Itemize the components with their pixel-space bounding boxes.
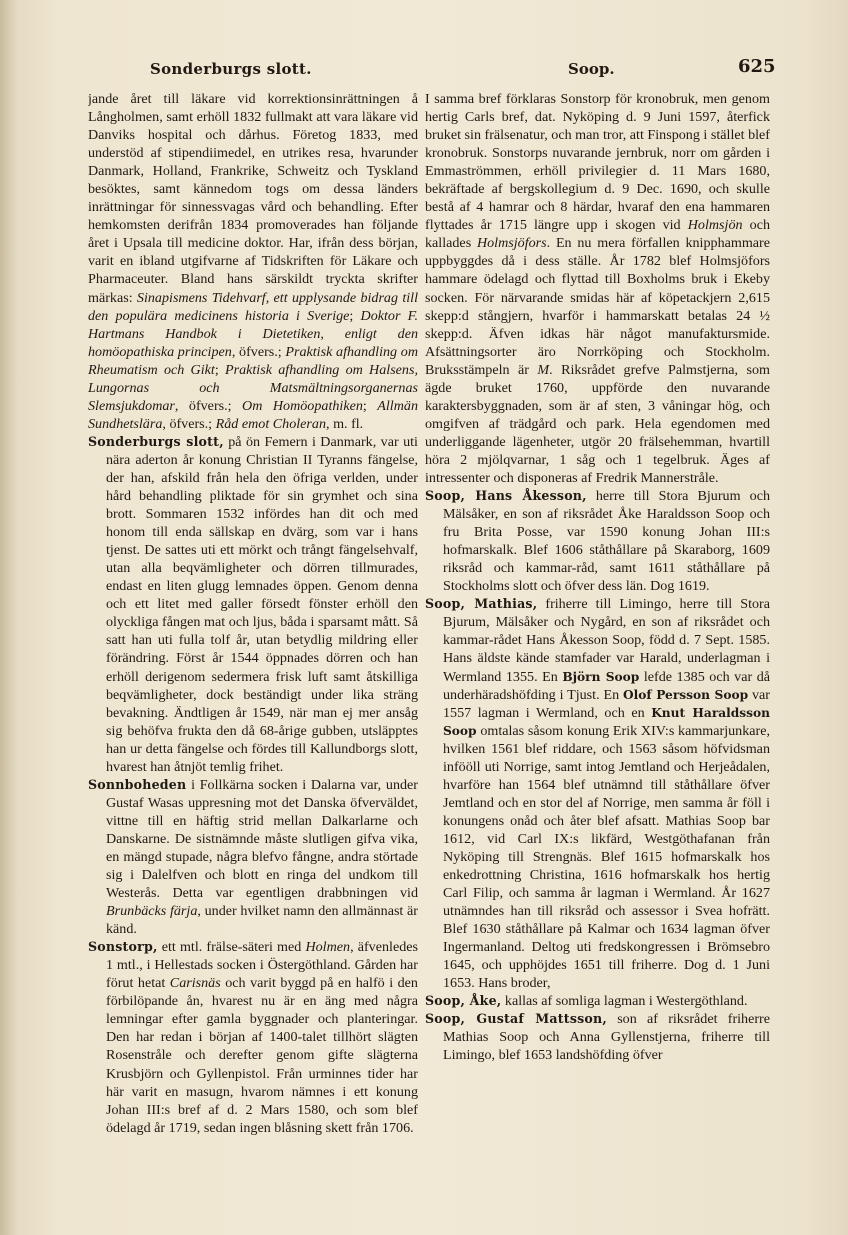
book-title: Råd emot Choleran (215, 415, 327, 432)
continued-entry (425, 90, 770, 487)
separator: ; (214, 361, 225, 378)
place-name: Holmsjön (687, 217, 743, 234)
person-name: Olof Persson Soop (623, 687, 749, 702)
entry-text: I samma bref förklaras Sonstorp för kronobruk, men genom hertig Carls bref, dat. Nyköping d. 9 Juni 1597, återfick bruket sin frälsenatur, och man tror, att Finspong i stället blef kronobruk. Sonstorps nuvarande jernbruk, norr om gården i Emmaströmmen, erhöll privilegier d. 11 Mars 1680, bekräftade af bergskollegium d. 9 Dec. 1690, och skulle bestå af 4 hamrar och 8 härdar, hvaraf den ena hammaren flyttades år 1715 längre upp i skogen vid (425, 91, 770, 234)
entry-headword: Sonderburgs slott, (88, 433, 224, 449)
entry-soop-mathias (425, 595, 770, 992)
person-name: Björn Soop (562, 669, 640, 684)
entry-text: herre till Stora Bjurum och Mälsåker, en son af riksrådet Åke Haraldsson Soop och fru Brita Posse, var 1590 konung Johan III:s hofmarskalk. Blef 1606 ståthållare på Skaraborg, 1609 riksråd och kammar-råd, samt 1611 ståthållare på Stockholms slott och öfver dess län. Dog 1619. (443, 488, 770, 595)
entry-text: . En nu mera förfallen knipphammare uppbyggdes då i dess ställe. År 1782 blef Holmsjöfors hammare ödelagd och flyttad till Boxholms bruk i Ekeby socken. För närvarande smidas här af köpetackjern 2,615 skepp:d stångjern, hvarför i hammarskatt betalas 24 ½ skepp:d. Äfven idkas här något manufaktursmide. Afsättningsorter äro Norrköping och Stockholm. Bruksstämpeln är (425, 235, 770, 378)
entry-text: , under hvilket namn den allmännast är känd. (106, 903, 418, 938)
entry-headword: Soop, Åke, (425, 993, 502, 1009)
entry-headword: Soop, Hans Åkesson, (425, 488, 587, 504)
header-right-title: Soop. (568, 60, 615, 78)
separator: ; (349, 307, 361, 324)
book-title: Doktor F. Hartmans Handbok i Dietetiken, enligt den homöopathiska principen (88, 307, 418, 360)
place-name: Holmsjöfors (476, 235, 547, 252)
entry-text: var 1557 lagman i Wermland, och en (443, 686, 770, 721)
entry-text: ett mtl. frälse-säteri med (157, 939, 306, 956)
entry-text: son af riksrådet friherre Mathias Soop och Anna Gyllenstjerna, friherre till Limingo, blef 1653 landshöfding öfver (443, 1011, 770, 1064)
entry-text: friherre till Limingo, herre till Stora Bjurum, Mälsåker och Nygård, en son af riksrådet och kammar-rådet Hans Åkesson Soop, född d. 7 Sept. 1585. Hans äldste kände stamfader var Harald, underlagman i Wermland 1355. En (443, 596, 770, 685)
place-name: Carisnäs (169, 975, 221, 992)
entry-text: och kallades (425, 217, 770, 252)
entry-headword: Sonstorp, (88, 939, 158, 955)
separator: , öfvers.; (174, 397, 243, 414)
entry-text: lefde 1385 och var då underhäradshöfding i Tjust. En (443, 668, 770, 703)
entry-text: . Riksrådet grefve Palmstjerna, som ägde bruket 1760, uppförde den nuvarande karaktersbyggnaden, som är af sten, 3 våningar hög, och omgifven af trädgård och park. Hela egendomen med underliggande lägenheter, utgör 20 frälsehemman, hvartill höra 2 mjölqvarnar, 1 såg och 1 tegelbruk. Äges af intressenter och disponeras af Fredrik Mannerstråle. (425, 361, 770, 486)
entry-soop-ake (425, 992, 770, 1010)
entry-text: jande året till läkare vid korrektionsinrättningen å Långholmen, samt erhöll 1832 fullmakt att vara läkare vid Danviks hospital och dårhus. Företog 1833, med understöd af stipendiimedel, en utrikes resa, hvarunder Danmark, Holland, Frankrike, Schweitz och Tyskland besöktes, samt kännedom togs om dessa länders inrättningar för sinnessvagas vård och behandling. Efter hemkomsten derifrån 1834 promoverades han följande året i Upsala till medicine doktor. Har, ifrån dess början, varit en ibland utgifvarne af Tidskriften för Läkare och Pharmaceuter. Bland hans särskildt tryckta skrifter märkas: (88, 91, 418, 306)
left-column (88, 90, 418, 1200)
header-left-title: Sonderburgs slott. (150, 60, 312, 78)
place-name: Holmen (305, 939, 351, 956)
entry-sonderburgs-slott (88, 433, 418, 776)
book-title: Allmän Sundhetslära (88, 397, 418, 432)
book-title: Sinapismens Tidehvarf, ett upplysande bidrag till den populära medicinens historia i Sverige (88, 289, 418, 324)
entry-text: och varit byggd på en halfö i den förbilöpande ån, hvarest nu är en äng med några lemningar efter gamla byggnader och planteringar. Den har redan i början af 1400-talet tillhört slägten Rosenstråle och derefter genom gifte slägterna Krusbjörn och Gyllenpistol. Från urminnes tider har här varit en masugn, hvarom nämnes i ett konung Johan III:s bref af d. 2 Mars 1580, och som blef ödelagd år 1719, sedan ingen blåsning skett från 1706. (106, 975, 418, 1136)
entry-text: , äfvenledes 1 mtl., i Hellestads socken i Östergöthland. Gården har förut hetat (106, 939, 418, 992)
entry-sonstorp (88, 938, 418, 1137)
continued-entry (88, 90, 418, 433)
running-header (0, 56, 848, 80)
entry-text: omtalas såsom konung Erik XIV:s kammarjunkare, hvilken 1561 blef riddare, och 1563 såsom höfvidsman infööll uti Norrige, samt intog Jemtland och Herjeådalen, hvarföre han 1564 blef utnämnd till ståthållare öfver Jemtland och en stor del af Norrige, men samma år föll i konungens onåd och åter blef afsatt. Mathias Soop bar 1612, vid Carl IX:s likfärd, Westgöthafanan från Nyköping till Strengnäs. Blef 1615 hofmarskalk hos enkedrottning Christina, 1616 hofmarskalk hos hertig Carl Filip, och samma år lagman i Wermland. År 1627 utnämndes han till riksråd och assessor i Svea hofrätt. Blef 1630 ståthållare på Kalmar och 1634 lagman öfver Ingermanland. Deltog uti fredskongressen i Brömsebro 1645, och upphöjdes 1651 till friherre. Dog d. 1 Juni 1653. Hans broder, (443, 722, 770, 992)
stamp-mark: M (537, 361, 550, 378)
entry-headword: Soop, Mathias, (425, 596, 538, 612)
page-number: 625 (738, 56, 776, 77)
right-column (425, 90, 770, 1200)
entry-headword: Soop, Gustaf Mattsson, (425, 1011, 607, 1027)
place-name: Brunbäcks färja (106, 903, 198, 920)
entry-text: i Follkärna socken i Dalarna var, under Gustaf Wasas uppresning mot det Danska öfverväldet, vittne till en häftig strid mellan Dalkarlarne och Danskarne. De sistnämnde måste slutligen gifva vika, en mängd stupade, några blefvo fångne, andra störtade sig i Dalelfven och blott en ringa del undkom till Westerås. Detta var egentligen drabbningen vid (106, 776, 418, 902)
entry-text: , m. fl. (326, 415, 364, 432)
entry-soop-hans (425, 487, 770, 595)
person-name: Knut Haraldsson Soop (443, 705, 770, 738)
separator: , öfvers.; (231, 343, 286, 360)
entry-soop-gustaf (425, 1010, 770, 1064)
entry-text: kallas af somliga lagman i Westergöthland. (501, 993, 748, 1010)
separator: , öfvers.; (162, 415, 216, 432)
book-title: Om Homöopathiken (242, 397, 363, 414)
entry-text: på ön Femern i Danmark, var uti nära aderton år konung Christian II Tyranns fängelse, der han, afskild från hela den öfriga verlden, under hård behandling pliktade för sin grymhet och sina brott. Sommaren 1532 infördes han dit och med honom till enda sällskap en dvärg, som var i hans tjenst. De sattes uti ett mörkt och trångt fängelsehvalf, utan alla beqvämligheter och dörren tillmurades, endast en liten glugg lemnades öppen. Genom denna och ett litet med galler försedt fönster erhöll den olyckliga fången mat och ljus, båda i sparsamt mått. Så satt han uti fulla tolf år, utan betydlig mildring eller förändring. Först år 1544 öppnades dörren och han erhöll derigenom sedermera frisk luft samt åtskilliga beqvämligheter, dock beständigt under lika sträng bevakning. Ändtligen år 1549, när man ej mer ansåg sig behöfva frukta den då 68-årige gubben, utsläpptes han ur detta fängelse och fördes till Kallundborgs slott, hvarest han åtnjöt temlig frihet. (106, 433, 418, 775)
book-title: Praktisk afhandling om Halsens, Lungornas och Matsmältningsorganernas Slemsjukdomar (88, 361, 418, 414)
entry-headword: Sonnboheden (88, 776, 187, 792)
separator: ; (362, 397, 378, 414)
entry-sonnboheden (88, 776, 418, 938)
book-title: Praktisk afhandling om Rheumatism och Gikt (88, 343, 418, 378)
